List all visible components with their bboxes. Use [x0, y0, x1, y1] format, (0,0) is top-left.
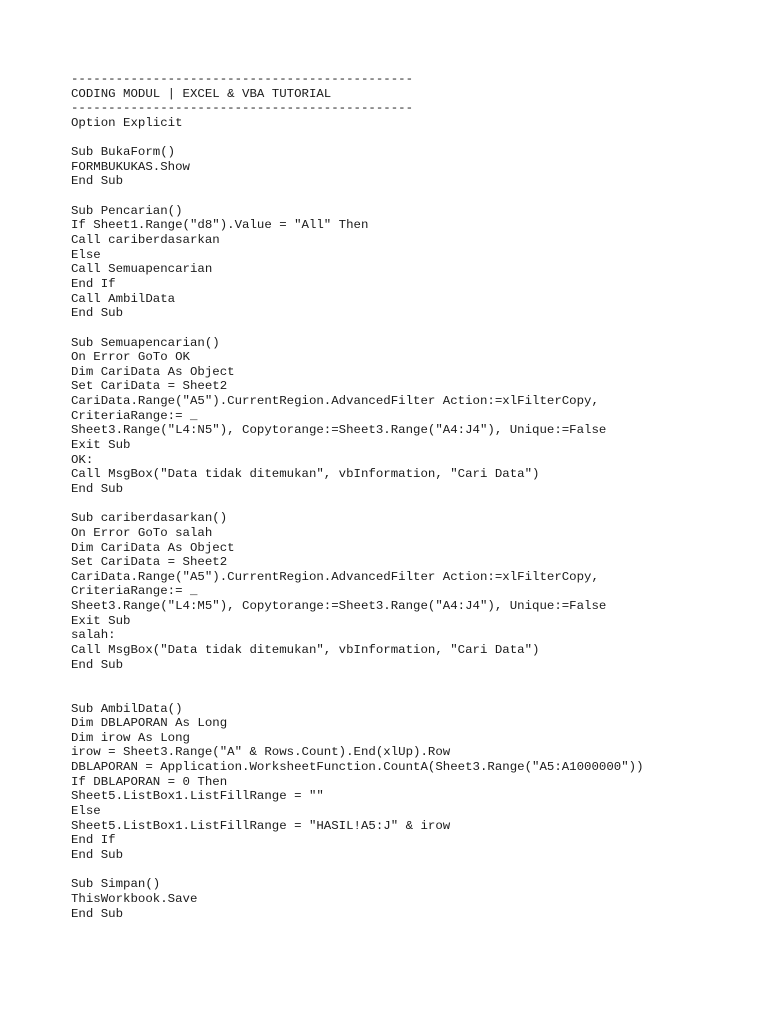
blank-line — [71, 672, 758, 687]
code-line: Sheet3.Range("L4:N5"), Copytorange:=Sheet3.Range("A4:J4"), Unique:=False — [71, 423, 607, 438]
code-line: If Sheet1.Range("d8").Value = "All" Then — [71, 218, 369, 233]
code-line: On Error GoTo OK — [71, 350, 190, 365]
code-line: Sub Semuapencarian() — [71, 335, 220, 350]
blank-line — [71, 863, 758, 878]
code-line: Dim CariData As Object — [71, 364, 235, 379]
code-line: End If — [71, 833, 116, 848]
code-line: End Sub — [71, 847, 124, 862]
blank-line — [71, 321, 758, 336]
code-line: If DBLAPORAN = 0 Then — [71, 774, 228, 789]
code-line: Else — [71, 804, 101, 819]
code-line: Call AmbilData — [71, 291, 176, 306]
code-line: Dim irow As Long — [71, 730, 190, 745]
code-line: ThisWorkbook.Save — [71, 891, 198, 906]
code-line: Exit Sub — [71, 438, 131, 453]
code-line: End Sub — [71, 174, 124, 189]
separator-line: ---------------------------------------------- — [71, 101, 414, 116]
code-line: End If — [71, 276, 116, 291]
code-line: Dim DBLAPORAN As Long — [71, 716, 228, 731]
code-line: Option Explicit — [71, 115, 183, 130]
code-line: Sheet5.ListBox1.ListFillRange = "HASIL!A5:J" & irow — [71, 818, 451, 833]
code-line: irow = Sheet3.Range("A" & Rows.Count).End(xlUp).Row — [71, 745, 451, 760]
code-line: Dim CariData As Object — [71, 540, 235, 555]
blank-line — [71, 497, 758, 512]
code-line: salah: — [71, 628, 116, 643]
code-line: OK: — [71, 452, 94, 467]
blank-line — [71, 131, 758, 146]
code-line: Call MsgBox("Data tidak ditemukan", vbInformation, "Cari Data") — [71, 467, 540, 482]
code-line: Exit Sub — [71, 613, 131, 628]
document-title: CODING MODUL | EXCEL & VBA TUTORIAL — [71, 86, 332, 101]
code-line: Sub cariberdasarkan() — [71, 511, 228, 526]
code-line: Set CariData = Sheet2 — [71, 555, 228, 570]
code-line: FORMBUKUKAS.Show — [71, 159, 190, 174]
code-line: Sheet3.Range("L4:M5"), Copytorange:=Sheet3.Range("A4:J4"), Unique:=False — [71, 599, 607, 614]
code-line: End Sub — [71, 657, 124, 672]
code-line: Sub AmbilData() — [71, 701, 183, 716]
code-line: CriteriaRange:= _ — [71, 584, 198, 599]
code-line: DBLAPORAN = Application.WorksheetFunction.CountA(Sheet3.Range("A5:A1000000")) — [71, 760, 644, 775]
code-line: End Sub — [71, 481, 124, 496]
code-line: Sub Simpan() — [71, 877, 161, 892]
blank-line — [71, 687, 758, 702]
blank-line — [71, 189, 758, 204]
code-line: CriteriaRange:= _ — [71, 408, 198, 423]
code-line: Call Semuapencarian — [71, 262, 213, 277]
code-line: End Sub — [71, 906, 124, 921]
code-line: Call MsgBox("Data tidak ditemukan", vbInformation, "Cari Data") — [71, 642, 540, 657]
code-line: CariData.Range("A5").CurrentRegion.AdvancedFilter Action:=xlFilterCopy, — [71, 569, 599, 584]
separator-line: ---------------------------------------------- — [71, 72, 414, 86]
code-line: Sub BukaForm() — [71, 145, 176, 160]
code-line: Set CariData = Sheet2 — [71, 379, 228, 394]
code-line: Sub Pencarian() — [71, 203, 183, 218]
code-line: Sheet5.ListBox1.ListFillRange = "" — [71, 789, 324, 804]
code-line: Call cariberdasarkan — [71, 233, 220, 248]
code-line: End Sub — [71, 306, 124, 321]
code-line: CariData.Range("A5").CurrentRegion.AdvancedFilter Action:=xlFilterCopy, — [71, 394, 599, 409]
code-line: Else — [71, 247, 101, 262]
code-line: On Error GoTo salah — [71, 525, 213, 540]
code-document — [71, 72, 758, 921]
